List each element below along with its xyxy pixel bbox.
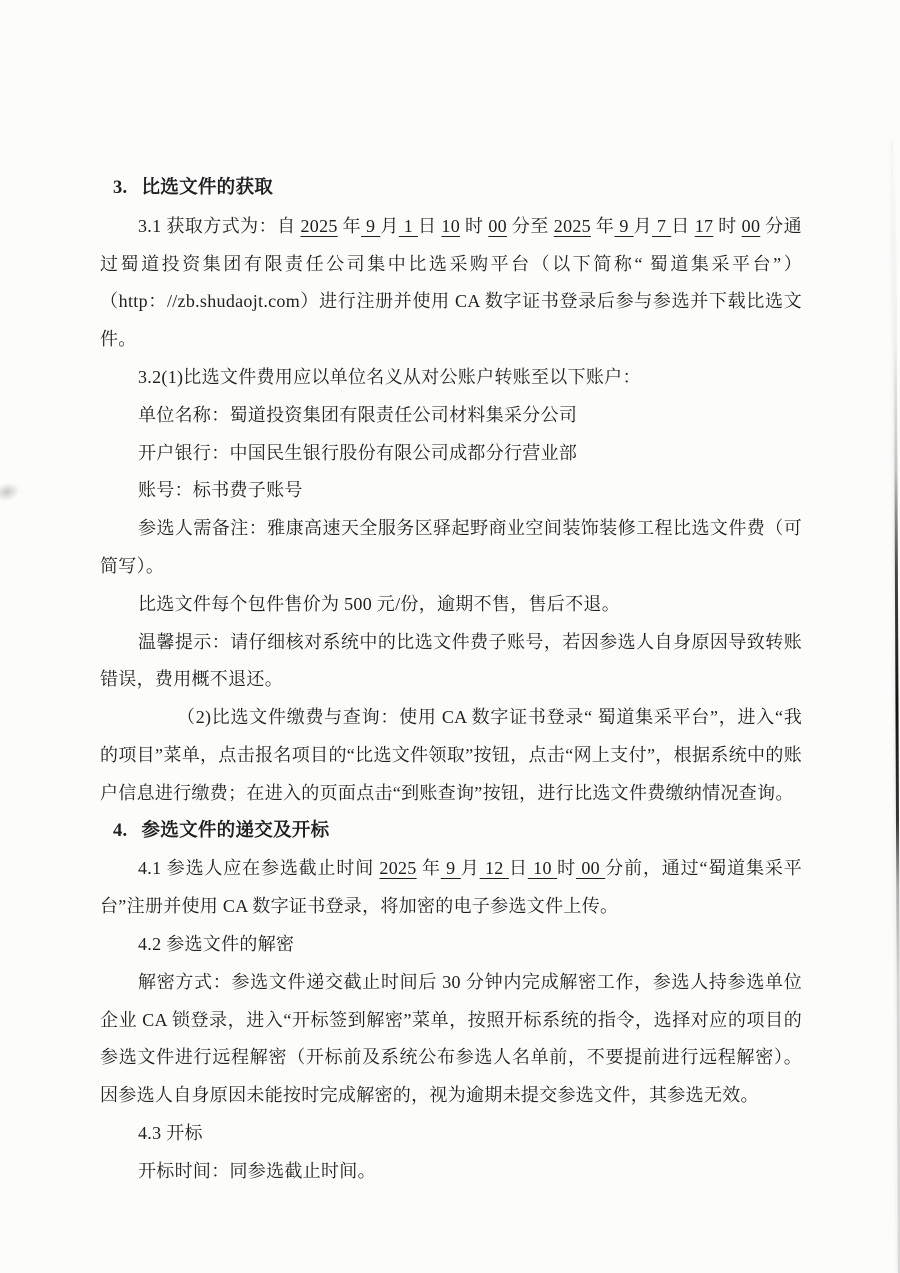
text-run: 月 [633, 215, 653, 236]
text-run: 日 [508, 858, 528, 879]
text-run: 日 [417, 215, 442, 236]
text-run: 温馨提示：请仔细核对系统中的比选文件费子账号，若因参选人自身原因导致转账错误，费用概不退还。 [100, 631, 802, 690]
paragraph [100, 586, 802, 624]
underlined-value: 12 [479, 858, 509, 879]
section-heading [100, 170, 802, 208]
underlined-value: 9 [614, 215, 634, 236]
underlined-value: 9 [361, 215, 381, 236]
section-number: 3. [113, 178, 128, 198]
text-run: 时 [557, 858, 576, 879]
text-run: 解密方式：参选文件递交截止时间后 30 分钟内完成解密工作，参选人持参选单位企业 CA 锁登录，进入“开标签到解密”菜单，按照开标系统的指令，选择对应的项目的参选文件进行远程解密（开标前及系统公布参选人名单前，不要提前进行远程解密）。因参选人自身原因未能按时完成解密的，视为逾期未提交参选文件，其参选无效。 [100, 971, 802, 1106]
text-run: 4.1 参选人应在参选截止时间 [138, 858, 380, 879]
paragraph [100, 624, 802, 700]
text-run: 账号：标书费子账号 [138, 480, 303, 501]
document-content [100, 170, 802, 1191]
text-run: 分至 [506, 215, 554, 236]
underlined-value: 17 [694, 215, 714, 236]
paragraph [100, 359, 802, 397]
paragraph [100, 964, 802, 1115]
underlined-value: 00 [575, 858, 606, 879]
text-run: 比选文件每个包件售价为 500 元/份，逾期不售，售后不退。 [138, 593, 620, 614]
underlined-value: 9 [440, 858, 461, 879]
text-run: 3.1 获取方式为：自 [138, 215, 301, 236]
paragraph [100, 510, 802, 586]
section-number: 4. [113, 820, 128, 841]
paragraph [100, 1115, 802, 1153]
text-run: 年 [590, 215, 615, 236]
text-run: 年 [337, 215, 362, 236]
section-heading [100, 813, 802, 851]
underlined-value: 2025 [300, 215, 338, 236]
text-run: 年 [416, 858, 441, 879]
underlined-value: 10 [441, 215, 460, 236]
scan-smudge-artifact [0, 480, 22, 504]
text-run: 开户银行：中国民生银行股份有限公司成都分行营业部 [138, 442, 578, 463]
text-run: 4.3 开标 [138, 1122, 203, 1143]
paragraph [100, 472, 802, 510]
text-run: 月 [460, 858, 480, 879]
paragraph [100, 435, 802, 473]
paragraph [100, 699, 802, 812]
text-run: 分前，通过“蜀道集采平台”注册并使用 CA 数字证书登录，将加密的电子参选文件上传。 [100, 858, 803, 917]
text-run: 4.2 参选文件的解密 [138, 933, 295, 954]
paragraph [100, 208, 802, 359]
text-run: （2)比选文件缴费与查询：使用 CA 数字证书登录“ 蜀道集采平台”，进入“我的项目”菜单，点击报名项目的“比选文件领取”按钮，点击“网上支付”，根据系统中的账户信息进行缴费；在进入的页面点击“到账查询”按钮，进行比选文件费缴纳情况查询。 [100, 707, 802, 803]
section-title: 参选文件的递交及开标 [141, 820, 330, 841]
text-run: 单位名称：蜀道投资集团有限责任公司材料集采分公司 [138, 404, 578, 425]
underlined-value: 00 [741, 215, 761, 236]
text-run: 3.2(1)比选文件费用应以单位名义从对公账户转账至以下账户： [138, 366, 641, 387]
paragraph [100, 850, 802, 926]
underlined-value: 2025 [379, 858, 417, 879]
text-run: 月 [380, 215, 399, 236]
underlined-value: 1 [398, 215, 418, 236]
underlined-value: 00 [488, 215, 507, 236]
text-run: 开标时间：同参选截止时间。 [138, 1160, 376, 1181]
paragraph [100, 926, 802, 964]
scan-edge-artifact [893, 140, 900, 1273]
paragraph [100, 1153, 802, 1191]
text-run: 时 [713, 215, 742, 236]
text-run: 时 [460, 215, 489, 236]
underlined-value: 2025 [553, 215, 591, 236]
underlined-value: 7 [652, 215, 672, 236]
paragraph [100, 397, 802, 435]
section-title: 比选文件的获取 [141, 178, 274, 198]
underlined-value: 10 [527, 858, 558, 879]
text-run: 分通过蜀道投资集团有限责任公司集中比选采购平台（以下简称“ 蜀道集采平台”）（http：//zb.shudaojt.com）进行注册并使用 CA 数字证书登录后参与参选并下载比选文件。 [100, 215, 802, 350]
text-run: 日 [671, 215, 695, 236]
text-run: 参选人需备注：雅康高速天全服务区驿起野商业空间装饰装修工程比选文件费（可简写）。 [100, 518, 802, 576]
